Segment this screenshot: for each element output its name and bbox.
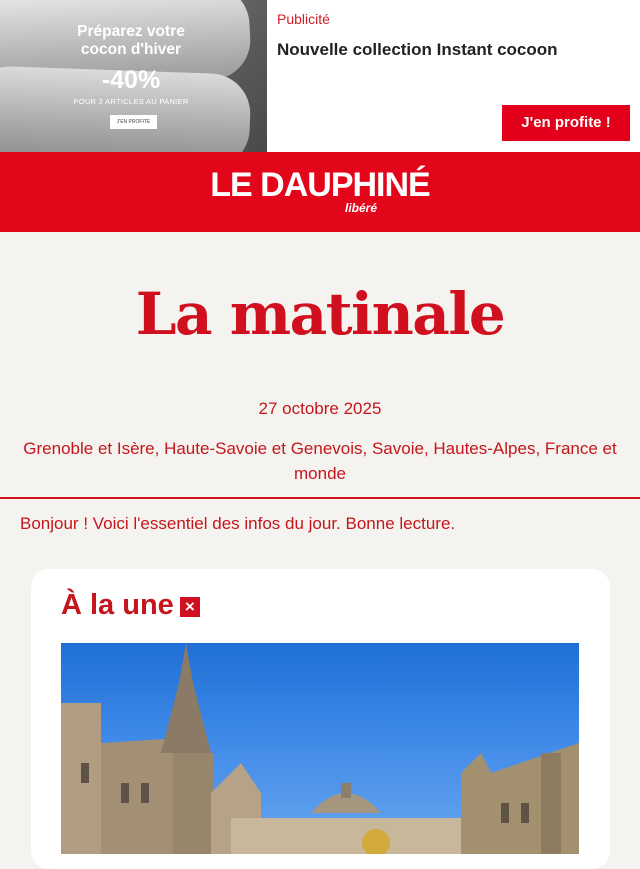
divider xyxy=(0,497,640,499)
ad-title[interactable]: Nouvelle collection Instant cocoon xyxy=(277,40,558,59)
ad-image[interactable] xyxy=(0,0,267,152)
ad-label: Publicité xyxy=(277,11,330,27)
ad-cta-button[interactable]: J'en profite ! xyxy=(502,105,630,141)
ad-image-note: POUR 2 ARTICLES AU PANIER xyxy=(73,97,189,106)
site-logo[interactable]: LE DAUPHINÉ xyxy=(210,166,430,204)
greeting-text: Bonjour ! Voici l'essentiel des infos du jour. Bonne lecture. xyxy=(20,514,456,533)
newsletter-regions: Grenoble et Isère, Haute-Savoie et Genevois, Savoie, Hautes-Alpes, France et monde xyxy=(23,439,617,483)
ad-image-button[interactable]: J'EN PROFITE xyxy=(110,115,157,129)
headline-photo[interactable] xyxy=(61,643,579,854)
newsletter-title: La matinale xyxy=(135,280,505,348)
section-title: À la une × xyxy=(61,589,200,622)
site-logo-sub: libéré xyxy=(345,201,378,215)
newsletter-date: 27 octobre 2025 xyxy=(258,399,382,418)
ad-banner[interactable] xyxy=(0,0,640,152)
broken-image-icon: × xyxy=(180,597,200,617)
ad-image-headline: Préparez votre cocon d'hiver xyxy=(77,23,185,58)
photo-illustration xyxy=(61,643,579,854)
ad-image-discount: -40% xyxy=(101,66,161,94)
